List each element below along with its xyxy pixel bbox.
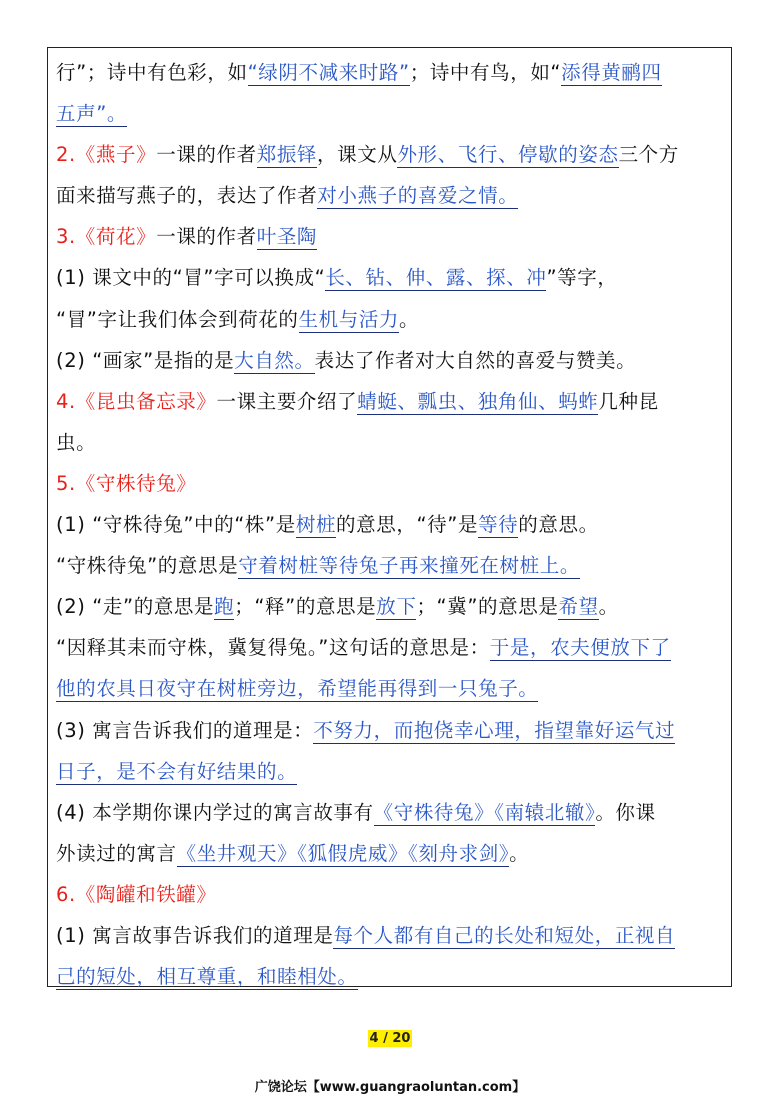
answer-text: 日子，是不会有好结果的。 bbox=[56, 759, 298, 783]
text-line bbox=[56, 668, 725, 709]
answer-text: 《坐井观天》《狐假虎威》《刻舟求剑》 bbox=[176, 841, 510, 865]
body-text: 一课的作者 bbox=[156, 225, 257, 249]
text-line bbox=[56, 175, 725, 216]
text-line bbox=[56, 52, 725, 93]
answer-text: 长、钻、伸、露、探、冲 bbox=[325, 266, 547, 290]
answer-text: 大自然。 bbox=[234, 348, 315, 372]
body-text: 行”；诗中有色彩，如 bbox=[56, 61, 248, 84]
answer-text: 希望 bbox=[558, 595, 599, 619]
body-text: (2) “走”的意思是 bbox=[56, 595, 215, 619]
document-content bbox=[56, 52, 725, 997]
page-indicator bbox=[0, 1027, 780, 1046]
text-line bbox=[56, 257, 725, 298]
text-line bbox=[56, 216, 725, 257]
body-text: 的意思。 bbox=[518, 513, 599, 537]
text-line bbox=[56, 340, 725, 381]
answer-text: 守着树桩等待兔子再来撞死在树桩上。 bbox=[238, 554, 580, 578]
body-text: 外读过的寓言 bbox=[56, 841, 177, 865]
text-line bbox=[56, 833, 725, 874]
answer-text: 添得黄鹂四 bbox=[561, 61, 662, 84]
text-line bbox=[56, 915, 725, 956]
lesson-heading: 3.《荷花》 bbox=[56, 225, 157, 249]
text-line bbox=[56, 874, 725, 915]
body-text: 的意思，“待”是 bbox=[336, 513, 479, 537]
text-line bbox=[56, 751, 725, 792]
lesson-heading: 6.《陶罐和铁罐》 bbox=[56, 882, 217, 906]
text-line bbox=[56, 463, 725, 504]
text-line bbox=[56, 381, 725, 422]
lesson-heading: 4.《昆虫备忘录》 bbox=[56, 389, 217, 413]
text-line bbox=[56, 627, 725, 668]
answer-text: 己的短处，相互尊重，和睦相处。 bbox=[56, 965, 358, 989]
answer-text: 于是，农夫便放下了 bbox=[489, 636, 671, 660]
answer-text: 放下 bbox=[376, 595, 417, 619]
body-text: ，课文从 bbox=[317, 143, 398, 167]
answer-text: 等待 bbox=[478, 513, 519, 537]
body-text: (1) 寓言故事告诉我们的道理是 bbox=[56, 923, 334, 947]
body-text: 面来描写燕子的，表达了作者 bbox=[56, 184, 318, 208]
document-frame bbox=[47, 47, 732, 987]
footer-text: 广饶论坛【www.guangraoluntan.com】 bbox=[254, 1080, 526, 1095]
body-text: 。 bbox=[399, 307, 420, 331]
body-text: “因释其耒而守株，冀复得兔。”这句话的意思是： bbox=[56, 636, 490, 660]
text-line bbox=[56, 545, 725, 586]
answer-text: 郑振铎 bbox=[256, 143, 318, 167]
text-line bbox=[56, 956, 725, 997]
body-text: 虫。 bbox=[56, 430, 97, 454]
text-line bbox=[56, 299, 725, 340]
page-number: 4 / 20 bbox=[369, 1031, 411, 1046]
body-text: ；“冀”的意思是 bbox=[416, 595, 559, 619]
answer-text: 树桩 bbox=[295, 513, 337, 537]
answer-text: 不努力，而抱侥幸心理，指望靠好运气过 bbox=[313, 718, 676, 742]
body-text: 。你课 bbox=[595, 800, 656, 824]
answer-text: 每个人都有自己的长处和短处，正视自 bbox=[333, 923, 676, 947]
answer-text: 生机与活力 bbox=[298, 307, 400, 331]
answer-text: 五声”。 bbox=[56, 102, 128, 126]
body-text: (1) 课文中的“冒”字可以换成“ bbox=[56, 266, 326, 290]
answer-text: 跑 bbox=[214, 595, 235, 619]
answer-text: 他的农具日夜守在树桩旁边，希望能再得到一只兔子。 bbox=[56, 677, 539, 701]
text-line bbox=[56, 504, 725, 545]
body-text: (2) “画家”是指的是 bbox=[56, 348, 235, 372]
body-text: 。 bbox=[509, 841, 530, 865]
answer-text: 《守株待兔》《南辕北辙》 bbox=[373, 800, 596, 824]
text-line bbox=[56, 586, 725, 627]
text-line bbox=[56, 422, 725, 463]
body-text: 三个方 bbox=[618, 143, 679, 167]
body-text: (3) 寓言告诉我们的道理是： bbox=[56, 718, 314, 742]
text-line bbox=[56, 93, 725, 134]
text-line bbox=[56, 710, 725, 751]
answer-text: “绿阴不减来时路” bbox=[247, 61, 410, 84]
body-text: 一课的作者 bbox=[156, 143, 257, 167]
body-text: 。 bbox=[598, 595, 619, 619]
lesson-heading: 2.《燕子》 bbox=[56, 143, 157, 167]
answer-text: 叶圣陶 bbox=[256, 225, 318, 249]
lesson-heading: 5.《守株待兔》 bbox=[56, 471, 197, 495]
body-text: (1) “守株待兔”中的“株”是 bbox=[56, 513, 296, 537]
body-text: “冒”字让我们体会到荷花的 bbox=[56, 307, 299, 331]
body-text: ；“释”的意思是 bbox=[234, 595, 377, 619]
text-line bbox=[56, 134, 725, 175]
answer-text: 外形、飞行、停歇的姿态 bbox=[397, 143, 619, 167]
body-text: 表达了作者对大自然的喜爱与赞美。 bbox=[314, 348, 637, 372]
body-text: 一课主要介绍了 bbox=[216, 389, 358, 413]
body-text: ”等字， bbox=[546, 266, 618, 290]
body-text: ；诗中有鸟，如“ bbox=[409, 61, 562, 84]
text-line bbox=[56, 792, 725, 833]
body-text: “守株待兔”的意思是 bbox=[56, 554, 239, 578]
answer-text: 蜻蜓、瓢虫、独角仙、蚂蚱 bbox=[357, 389, 599, 413]
answer-text: 对小燕子的喜爱之情。 bbox=[317, 184, 519, 208]
body-text: 几种昆 bbox=[598, 389, 659, 413]
body-text: (4) 本学期你课内学过的寓言故事有 bbox=[56, 800, 374, 824]
